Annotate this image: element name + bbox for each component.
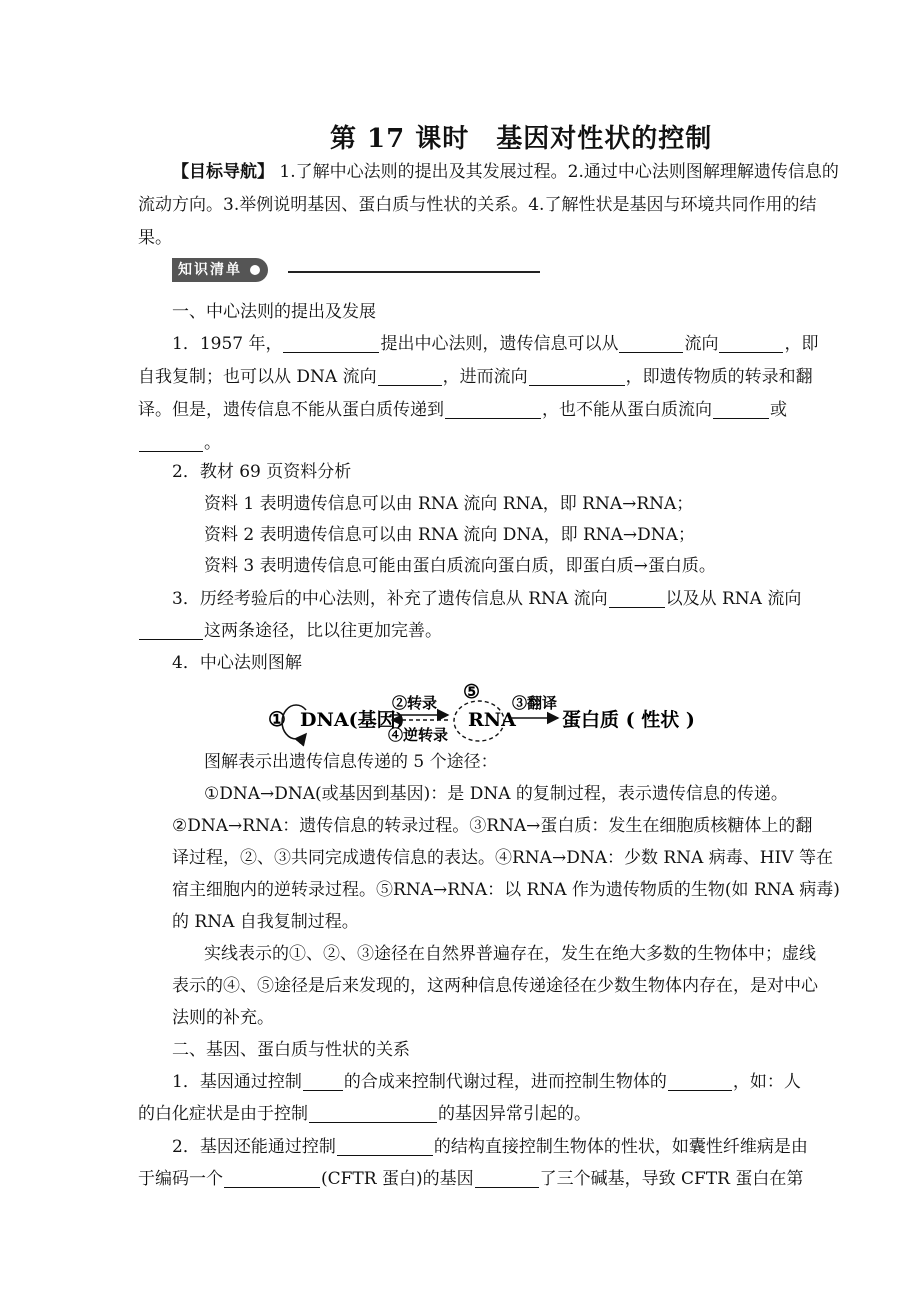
explain-line-4: 宿主细胞内的逆转录过程。⑤RNA→RNA：以 RNA 作为遗传物质的生物(如 RNA 病毒) [172, 880, 840, 900]
rna-label: RNA [468, 709, 516, 731]
s1-item4-head: 4．中心法则图解 [172, 653, 302, 673]
explain-line-2: ②DNA→RNA：遗传信息的转录过程。③RNA→蛋白质：发生在细胞质核糖体上的翻 [172, 816, 813, 836]
reverse-transcription-label: ④逆转录 [388, 726, 449, 744]
goal-label: 【目标导航】 [172, 162, 274, 182]
banner-label: 知识清单 [178, 262, 242, 278]
fill-blank[interactable] [713, 396, 769, 419]
protein-label: 蛋白质 ( 性状 ) [562, 709, 695, 731]
transcription-label: ②转录 [392, 694, 438, 712]
explain-line-6: 实线表示的①、②、③途径在自然界普遍存在，发生在绝大多数的生物体中；虚线 [204, 944, 816, 964]
s1-item1-line4: 。 [138, 427, 221, 460]
fill-blank[interactable] [475, 1165, 539, 1188]
dna-label: DNA(基因) [300, 709, 405, 731]
fill-blank[interactable] [224, 1165, 320, 1188]
step-5-label: ⑤ [463, 681, 481, 703]
s1-item1-line3: 译。但是，遗传信息不能从蛋白质传递到 ，也不能从蛋白质流向 或 [138, 394, 787, 427]
s1-item1-line2: 自我复制；也可以从 DNA 流向 ，进而流向 ，即遗传物质的转录和翻 [138, 361, 813, 394]
fill-blank[interactable] [719, 330, 783, 353]
fill-blank[interactable] [445, 396, 541, 419]
s1-item3-line2: 这两条途径，比以往更加完善。 [138, 615, 442, 648]
goal-line-2: 流动方向。3.举例说明基因、蛋白质与性状的关系。4.了解性状是基因与环境共同作用的结 [138, 195, 817, 215]
s2-item2-line1: 2．基因还能通过控制 的结构直接控制生物体的性状，如囊性纤维病是由 [172, 1131, 808, 1164]
fill-blank[interactable] [378, 363, 442, 386]
explain-line-8: 法则的补充。 [172, 1008, 274, 1028]
fill-blank[interactable] [309, 1100, 437, 1123]
fill-blank[interactable] [529, 363, 625, 386]
explain-intro: 图解表示出遗传信息传递的 5 个途径： [204, 752, 498, 772]
fill-blank[interactable] [139, 429, 203, 452]
fill-blank[interactable] [619, 330, 683, 353]
page-title: 第 17 课时 基因对性状的控制 [330, 124, 713, 154]
translation-label: ③翻译 [512, 694, 558, 712]
bullet-icon [250, 265, 260, 275]
fill-blank[interactable] [337, 1133, 433, 1156]
s2-item1-line1: 1．基因通过控制 的合成来控制代谢过程，进而控制生物体的 ，如：人 [172, 1066, 801, 1099]
section2-heading: 二、基因、蛋白质与性状的关系 [172, 1040, 410, 1060]
explain-line-3: 译过程，②、③共同完成遗传信息的表达。④RNA→DNA：少数 RNA 病毒、HIV 等在 [172, 848, 833, 868]
s1-item1-line1: 1．1957 年， 提出中心法则，遗传信息可以从 流向 ，即 [172, 328, 818, 361]
section-banner [172, 258, 268, 282]
s1-item2-r2: 资料 2 表明遗传信息可以由 RNA 流向 DNA，即 RNA→DNA； [204, 525, 695, 545]
fill-blank[interactable] [139, 617, 203, 640]
fill-blank[interactable] [609, 585, 665, 608]
banner-divider [288, 271, 540, 273]
s1-item2-r1: 资料 1 表明遗传信息可以由 RNA 流向 RNA，即 RNA→RNA； [204, 494, 694, 514]
s1-item2-head: 2．教材 69 页资料分析 [172, 462, 352, 482]
explain-line-1: ①DNA→DNA(或基因到基因)：是 DNA 的复制过程，表示遗传信息的传递。 [204, 784, 788, 804]
fill-blank[interactable] [283, 330, 379, 353]
s2-item1-line2: 的白化症状是由于控制 的基因异常引起的。 [138, 1098, 591, 1131]
s1-item2-r3: 资料 3 表明遗传信息可能由蛋白质流向蛋白质，即蛋白质→蛋白质。 [204, 556, 716, 576]
fill-blank[interactable] [303, 1068, 343, 1091]
goal-line-1: 【目标导航】 1.了解中心法则的提出及其发展过程。2.通过中心法则图解理解遗传信息的 [172, 162, 839, 182]
s2-item2-line2: 于编码一个 (CFTR 蛋白)的基因 了三个碱基，导致 CFTR 蛋白在第 [138, 1163, 803, 1196]
goal-line-3: 果。 [138, 228, 172, 248]
step-1-label: ① [268, 707, 286, 731]
explain-line-7: 表示的④、⑤途径是后来发现的，这两种信息传递途径在少数生物体内存在，是对中心 [172, 976, 818, 996]
s1-item3-line1: 3．历经考验后的中心法则，补充了遗传信息从 RNA 流向 以及从 RNA 流向 [172, 583, 801, 616]
section1-heading: 一、中心法则的提出及发展 [172, 302, 376, 322]
fill-blank[interactable] [668, 1068, 732, 1091]
central-dogma-diagram [262, 678, 702, 748]
explain-line-5: 的 RNA 自我复制过程。 [172, 912, 359, 932]
